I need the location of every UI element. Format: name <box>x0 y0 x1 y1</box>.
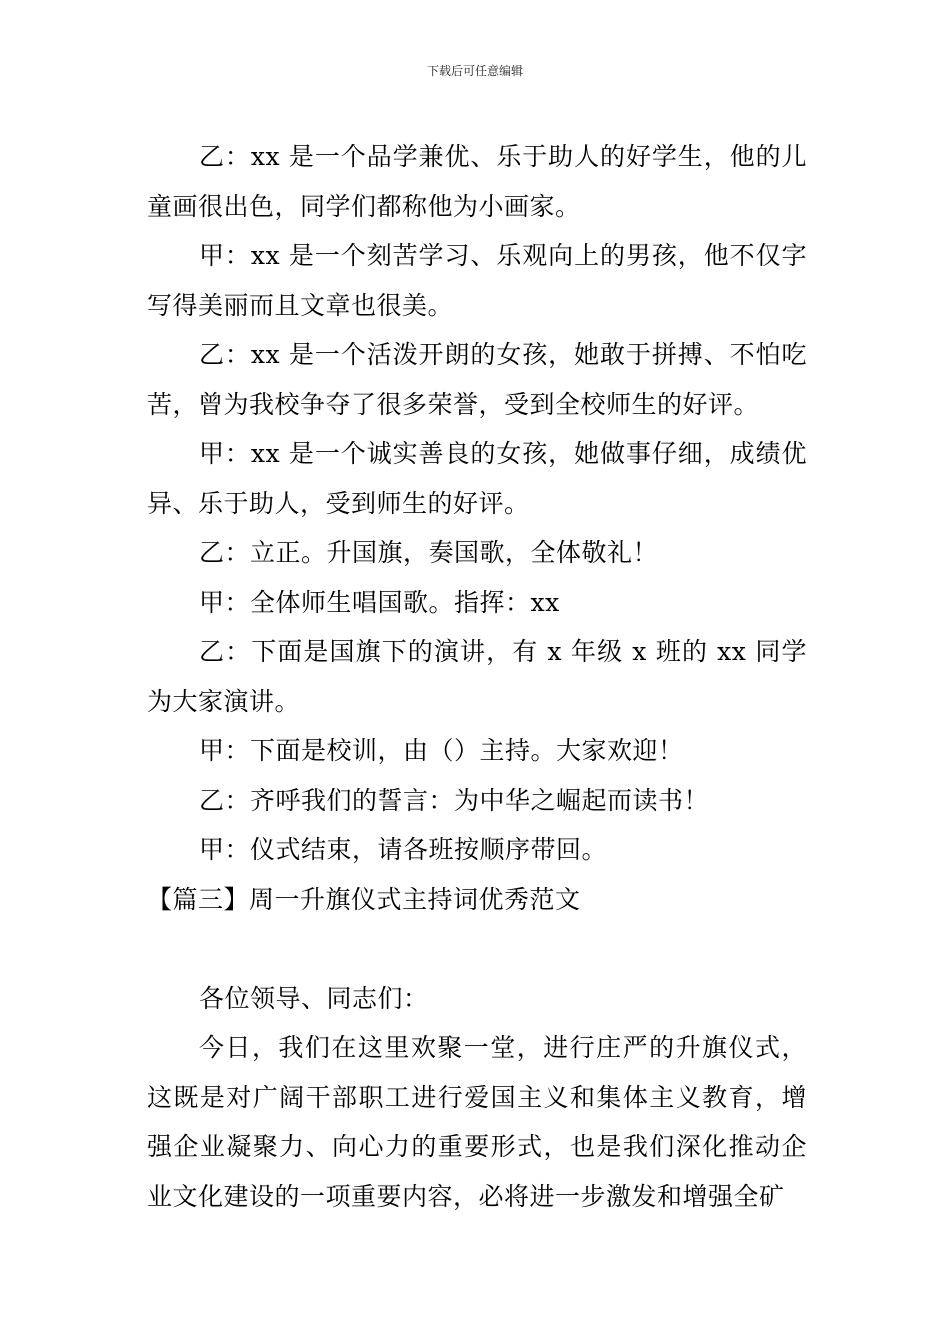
section-heading: 【篇三】周一升旗仪式主持词优秀范文 <box>147 884 581 914</box>
salutation: 各位领导、同志们： <box>199 983 429 1013</box>
paragraph: 甲：xx 是一个诚实善良的女孩，她做事仔细，成绩优异、乐于助人，受到师生的好评。 <box>147 439 807 518</box>
paragraph: 甲：下面是校训，由（）主持。大家欢迎！ <box>199 736 684 765</box>
paragraph: 甲：全体师生唱国歌。指挥：xx <box>199 587 560 617</box>
paragraph: 今日，我们在这里欢聚一堂，进行庄严的升旗仪式，这既是对广阔干部职工进行爱国主义和集体主义教育，增强企业凝聚力、向心力的重要形式，也是我们深化推动企业文化建设的一项重要内容，必将进一步激发和增强全矿 <box>147 1033 807 1211</box>
paragraph: 乙：齐呼我们的誓言：为中华之崛起而读书！ <box>199 785 710 815</box>
paragraph: 甲：仪式结束，请各班按顺序带回。 <box>199 835 608 864</box>
page-header: 下载后可任意编辑 <box>426 64 523 78</box>
blank-line <box>147 924 807 974</box>
paragraph: 甲：xx 是一个刻苦学习、乐观向上的男孩，他不仅字写得美丽而且文章也很美。 <box>147 241 807 320</box>
paragraph: 乙：xx 是一个品学兼优、乐于助人的好学生，他的儿童画很出色，同学们都称他为小画家。 <box>147 142 807 221</box>
paragraph: 乙：立正。升国旗，奏国歌，全体敬礼！ <box>199 538 659 567</box>
paragraph: 乙：下面是国旗下的演讲，有 x 年级 x 班的 xx 同学为大家演讲。 <box>147 637 807 716</box>
document-body <box>147 132 807 1221</box>
paragraph: 乙：xx 是一个活泼开朗的女孩，她敢于拼搏、不怕吃苦，曾为我校争夺了很多荣誉，受到全校师生的好评。 <box>147 340 807 419</box>
